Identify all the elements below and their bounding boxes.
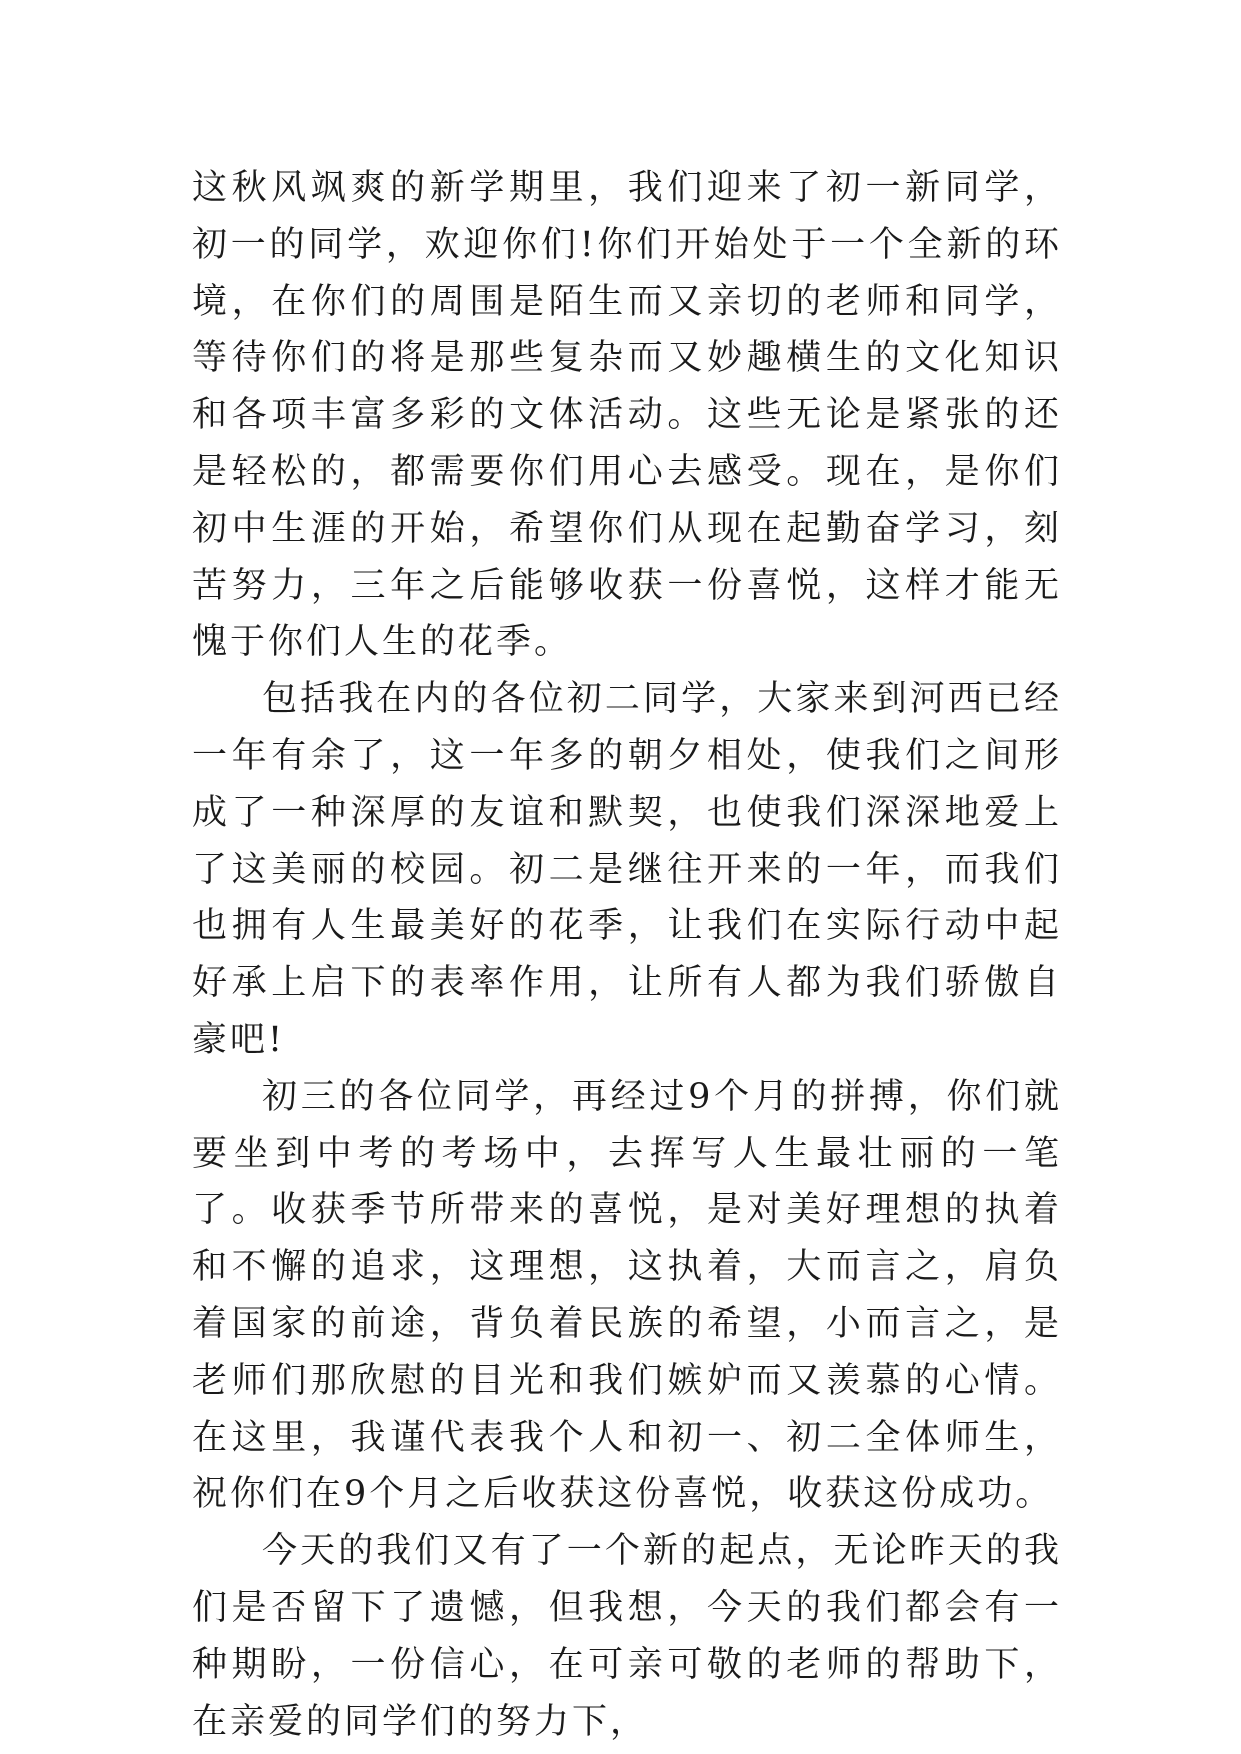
paragraph-1: 这秋风飒爽的新学期里，我们迎来了初一新同学，初一的同学，欢迎你们!你们开始处于一个全新的环境，在你们的周围是陌生而又亲切的老师和同学，等待你们的将是那些复杂而又妙趣横生的文化知识和各项丰富多彩的文体活动。这些无论是紧张的还是轻松的，都需要你们用心去感受。现在，是你们初中生涯的开始，希望你们从现在起勤奋学习，刻苦努力，三年之后能够收获一份喜悦，这样才能无愧于你们人生的花季。	[192, 168, 1062, 663]
paragraph-4: 今天的我们又有了一个新的起点，无论昨天的我们是否留下了遗憾，但我想，今天的我们都会有一种期盼，一份信心，在可亲可敬的老师的帮助下，在亲爱的同学们的努力下，	[192, 1531, 1062, 1742]
paragraph-2: 包括我在内的各位初二同学，大家来到河西已经一年有余了，这一年多的朝夕相处，使我们之间形成了一种深厚的友谊和默契，也使我们深深地爱上了这美丽的校园。初二是继往开来的一年，而我们也拥有人生最美好的花季，让我们在实际行动中起好承上启下的表率作用，让所有人都为我们骄傲自豪吧!	[192, 679, 1062, 1060]
document-body	[192, 160, 1062, 1750]
paragraph-3: 初三的各位同学，再经过9个月的拼搏，你们就要坐到中考的考场中，去挥写人生最壮丽的一笔了。收获季节所带来的喜悦，是对美好理想的执着和不懈的追求，这理想，这执着，大而言之，肩负着国家的前途，背负着民族的希望，小而言之，是老师们那欣慰的目光和我们嫉妒而又羡慕的心情。在这里，我谨代表我个人和初一、初二全体师生，祝你们在9个月之后收获这份喜悦，收获这份成功。	[192, 1076, 1062, 1515]
